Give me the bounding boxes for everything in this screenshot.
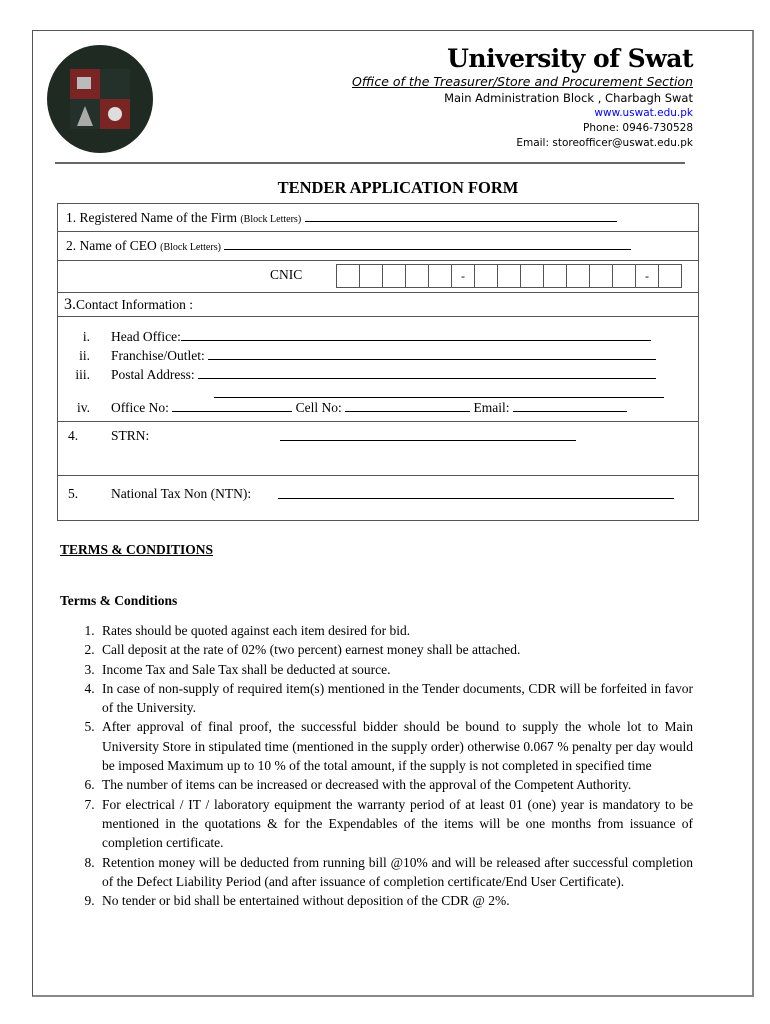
roman-numeral: i. <box>82 329 90 344</box>
cnic-dash: - <box>636 265 659 287</box>
roman-numeral: iv. <box>77 400 90 415</box>
contact-info-label: Contact Information : <box>76 297 193 312</box>
form-title: TENDER APPLICATION FORM <box>277 178 519 197</box>
ceo-name-label: 2. Name of CEO <box>66 238 157 253</box>
ntn-label: National Tax Non (NTN): <box>111 486 252 501</box>
item-number: 4. <box>68 428 79 443</box>
roman-numeral: ii. <box>79 348 90 363</box>
office-no-field[interactable] <box>172 399 292 412</box>
header-divider <box>55 162 685 164</box>
head-office-field[interactable] <box>181 328 651 341</box>
email-label: Email: <box>473 400 510 415</box>
term-item: 5. After approval of final proof, the successful bidder should be bound to supply the whole lot to Main University Store in stipulated time (mentioned in the supply order) otherwise 0.067 % penalty per day would be imposed Maximum up to 10 % of the total amount, if the supply is not completed in specified time <box>98 717 693 775</box>
cnic-boxes[interactable] <box>336 264 682 288</box>
term-item: 3. Income Tax and Sale Tax shall be deducted at source. <box>98 660 693 679</box>
university-name: University of Swat <box>447 44 693 73</box>
cell-no-field[interactable] <box>345 399 470 412</box>
franchise-field[interactable] <box>208 347 656 360</box>
firm-name-field[interactable] <box>305 209 617 222</box>
strn-field[interactable] <box>280 428 576 441</box>
letterhead <box>352 44 693 151</box>
cnic-dash: - <box>452 265 475 287</box>
postal-field-line2[interactable] <box>214 385 664 398</box>
office-no-label: Office No: <box>111 400 169 415</box>
tender-form <box>57 203 699 521</box>
strn-label: STRN: <box>111 428 150 443</box>
item-number: 3. <box>64 296 76 313</box>
term-item: 9. No tender or bid shall be entertained without deposition of the CDR @ 2%. <box>98 891 693 910</box>
email: Email: storeofficer@uswat.edu.pk <box>516 137 693 149</box>
phone: Phone: 0946-730528 <box>583 122 693 134</box>
office-name: Office of the Treasurer/Store and Procurement Section <box>352 74 693 89</box>
franchise-label: Franchise/Outlet: <box>111 348 205 363</box>
terms-list <box>60 621 693 910</box>
term-item: 8. Retention money will be deducted from running bill @10% and will be released after successful completion of the Defect Liability Period (and after issuance of completion certificate/End User Certificate). <box>98 853 693 892</box>
term-item: 1. Rates should be quoted against each item desired for bid. <box>98 621 693 640</box>
term-item: 2. Call deposit at the rate of 02% (two percent) earnest money shall be attached. <box>98 640 693 659</box>
university-logo <box>45 44 155 154</box>
term-item: 7. For electrical / IT / laboratory equipment the warranty period of at least 01 (one) year is mandatory to be mentioned in the quotations & for the Expendables of the items will be one months from issuance of completion certificate. <box>98 795 693 853</box>
ceo-name-field[interactable] <box>224 237 631 250</box>
block-letters-note: (Block Letters) <box>240 214 302 225</box>
roman-numeral: iii. <box>75 367 90 382</box>
terms-heading: TERMS & CONDITIONS <box>60 542 214 557</box>
cell-no-label: Cell No: <box>295 400 342 415</box>
item-number: 5. <box>68 486 79 501</box>
postal-field[interactable] <box>198 366 656 379</box>
email-field[interactable] <box>513 399 627 412</box>
website-link[interactable]: www.uswat.edu.pk <box>594 107 693 119</box>
firm-name-label: 1. Registered Name of the Firm <box>66 210 237 225</box>
term-item: 6. The number of items can be increased or decreased with the approval of the Competent Authority. <box>98 775 693 794</box>
cnic-label: CNIC <box>270 267 303 282</box>
term-item: 4. In case of non-supply of required item(s) mentioned in the Tender documents, CDR will be forfeited in favor of the University. <box>98 679 693 718</box>
terms-subheading: Terms & Conditions <box>60 593 178 608</box>
address: Main Administration Block , Charbagh Swat <box>444 91 693 105</box>
head-office-label: Head Office: <box>111 329 181 344</box>
block-letters-note: (Block Letters) <box>160 242 221 253</box>
terms-list-container <box>60 621 693 910</box>
postal-label: Postal Address: <box>111 367 195 382</box>
ntn-field[interactable] <box>278 486 674 499</box>
